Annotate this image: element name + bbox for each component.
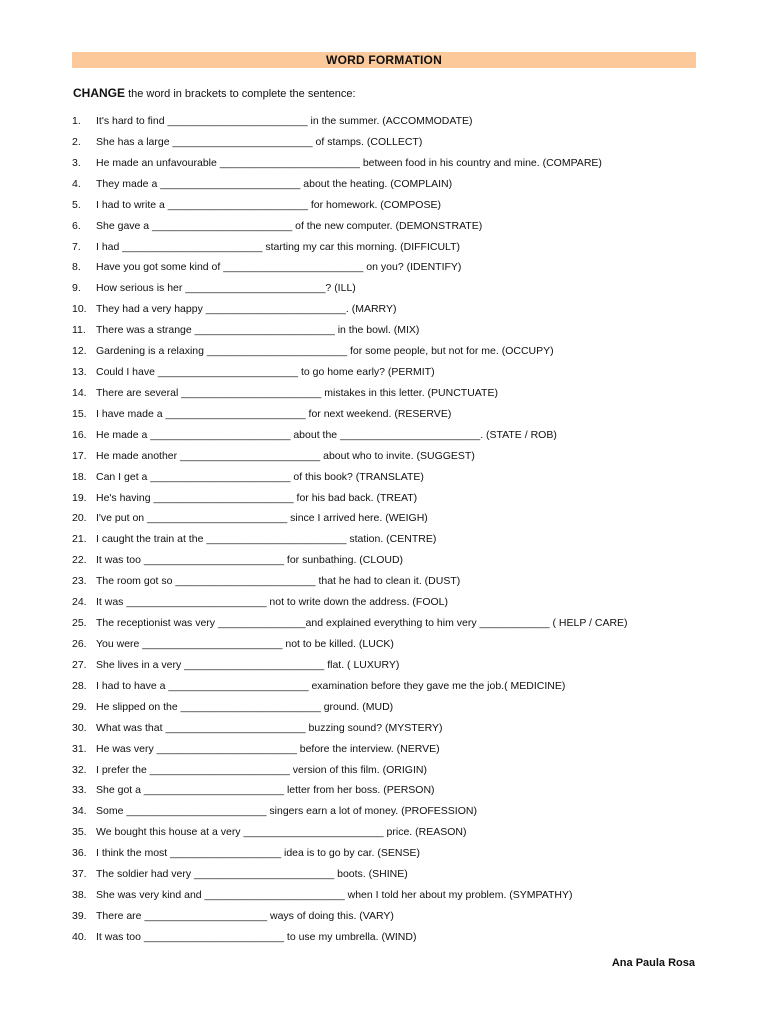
exercise-number: 14.	[72, 386, 87, 399]
exercise-number: 3.	[72, 156, 81, 169]
exercise-sentence: What was that ________________________ buzzing sound? (MYSTERY)	[96, 721, 443, 734]
exercise-number: 5.	[72, 198, 81, 211]
exercise-number: 31.	[72, 742, 87, 755]
exercise-sentence: He made an unfavourable ________________________ between food in his country and mine. (COMPARE)	[96, 156, 602, 169]
exercise-sentence: I think the most ___________________ idea is to go by car. (SENSE)	[96, 847, 420, 860]
exercise-number: 35.	[72, 826, 87, 839]
exercise-number: 15.	[72, 407, 87, 420]
exercise-number: 12.	[72, 345, 87, 358]
instruction-text: the word in brackets to complete the sentence:	[125, 88, 356, 100]
exercise-sentence: Have you got some kind of ________________________ on you? (IDENTIFY)	[96, 261, 462, 274]
exercise-number: 7.	[72, 240, 81, 253]
exercise-sentence: How serious is her ________________________? (ILL)	[96, 282, 356, 295]
exercise-sentence: Could I have ________________________ to go home early? (PERMIT)	[96, 366, 435, 379]
exercise-sentence: She gave a ________________________ of the new computer. (DEMONSTRATE)	[96, 219, 483, 232]
exercise-sentence: He's having ________________________ for his bad back. (TREAT)	[96, 491, 418, 504]
exercise-sentence: I caught the train at the ________________________ station. (CENTRE)	[96, 533, 437, 546]
exercise-number: 37.	[72, 868, 87, 881]
exercise-number: 16.	[72, 428, 87, 441]
exercise-number: 22.	[72, 554, 87, 567]
exercise-sentence: There was a strange ________________________ in the bowl. (MIX)	[96, 324, 420, 337]
exercise-sentence: He made another ________________________ about who to invite. (SUGGEST)	[96, 449, 475, 462]
exercise-sentence: The room got so ________________________ that he had to clean it. (DUST)	[96, 575, 461, 588]
exercise-number: 2.	[72, 135, 81, 148]
exercise-sentence: They made a ________________________ about the heating. (COMPLAIN)	[96, 177, 453, 190]
exercise-sentence: You were ________________________ not to be killed. (LUCK)	[96, 638, 394, 650]
exercise-number: 13.	[72, 366, 87, 379]
exercise-sentence: I prefer the ________________________ version of this film. (ORIGIN)	[96, 763, 427, 776]
exercise-number: 6.	[72, 219, 81, 232]
exercise-sentence: She has a large ________________________ of stamps. (COLLECT)	[96, 135, 423, 148]
exercise-sentence: They had a very happy ________________________. (MARRY)	[96, 303, 397, 316]
exercise-number: 11.	[72, 324, 86, 337]
exercise-number: 39.	[72, 909, 87, 922]
exercise-number: 30.	[72, 721, 87, 734]
exercise-sentence: It was ________________________ not to write down the address. (FOOL)	[96, 596, 448, 609]
instruction-keyword: CHANGE	[73, 86, 126, 100]
exercise-number: 17.	[72, 449, 87, 462]
exercise-number: 32.	[72, 763, 87, 776]
exercise-number: 18.	[72, 470, 87, 483]
exercise-sentence: She was very kind and ________________________ when I told her about my problem. (SYMPATHY)	[96, 889, 573, 902]
exercise-sentence: He was very ________________________ before the interview. (NERVE)	[96, 742, 440, 755]
exercise-number: 33.	[72, 784, 87, 797]
worksheet-title	[72, 52, 696, 68]
exercise-number: 27.	[72, 658, 87, 671]
exercise-number: 21.	[72, 533, 87, 546]
exercise-sentence: She got a ________________________ letter from her boss. (PERSON)	[96, 784, 435, 797]
exercise-sentence: Some ________________________ singers earn a lot of money. (PROFESSION)	[96, 805, 477, 818]
exercise-sentence: I've put on ________________________ since I arrived here. (WEIGH)	[96, 512, 428, 525]
exercise-sentence: Can I get a ________________________ of this book? (TRANSLATE)	[96, 470, 424, 483]
instruction	[73, 86, 356, 100]
exercise-sentence: There are _____________________ ways of doing this. (VARY)	[96, 909, 394, 922]
author-credit: Ana Paula Rosa	[611, 957, 695, 969]
exercise-number: 23.	[72, 575, 87, 588]
exercise-number: 8.	[72, 261, 81, 274]
exercise-sentence: It was too ________________________ for sunbathing. (CLOUD)	[96, 554, 404, 567]
exercise-number: 9.	[72, 282, 81, 295]
exercise-number: 26.	[72, 638, 87, 650]
exercise-number: 34.	[72, 805, 87, 818]
exercise-sentence: There are several ________________________ mistakes in this letter. (PUNCTUATE)	[96, 386, 498, 399]
exercise-sentence: She lives in a very ________________________ flat. ( LUXURY)	[96, 658, 400, 671]
exercise-sentence: I have made a ________________________ for next weekend. (RESERVE)	[96, 407, 452, 420]
exercise-number: 20.	[72, 512, 87, 525]
exercise-number: 25.	[72, 617, 87, 630]
exercise-sentence: I had to write a ________________________ for homework. (COMPOSE)	[96, 198, 441, 211]
exercise-number: 40.	[72, 930, 87, 943]
exercise-number: 1.	[72, 115, 81, 127]
exercise-number: 29.	[72, 700, 87, 713]
exercise-sentence: The soldier had very ________________________ boots. (SHINE)	[96, 868, 408, 881]
exercise-sentence: I had to have a ________________________ examination before they gave me the job.( MEDICINE)	[96, 679, 566, 692]
exercise-sentence: We bought this house at a very ________________________ price. (REASON)	[96, 826, 467, 839]
exercise-sentence: It was too ________________________ to use my umbrella. (WIND)	[96, 930, 417, 943]
exercise-number: 38.	[72, 889, 87, 902]
exercise-sentence: It's hard to find ________________________ in the summer. (ACCOMMODATE)	[96, 115, 473, 127]
exercise-number: 24.	[72, 596, 87, 609]
exercise-sentence: I had ________________________ starting my car this morning. (DIFFICULT)	[96, 240, 461, 253]
exercise-sentence: He slipped on the ________________________ ground. (MUD)	[96, 700, 394, 713]
exercise-sentence: He made a ________________________ about the ________________________. (STATE / ROB)	[96, 428, 557, 441]
exercise-number: 10.	[72, 303, 87, 316]
exercise-number: 28.	[72, 679, 87, 692]
exercise-number: 4.	[72, 177, 81, 190]
exercise-number: 36.	[72, 847, 87, 860]
exercise-sentence: The receptionist was very _______________and explained everything to him very ____________ ( HELP / CARE)	[96, 617, 628, 630]
exercise-sentence: Gardening is a relaxing ________________________ for some people, but not for me. (OCCUPY)	[96, 345, 554, 358]
exercise-number: 19.	[72, 491, 87, 504]
worksheet-title-text: WORD FORMATION	[326, 53, 442, 67]
